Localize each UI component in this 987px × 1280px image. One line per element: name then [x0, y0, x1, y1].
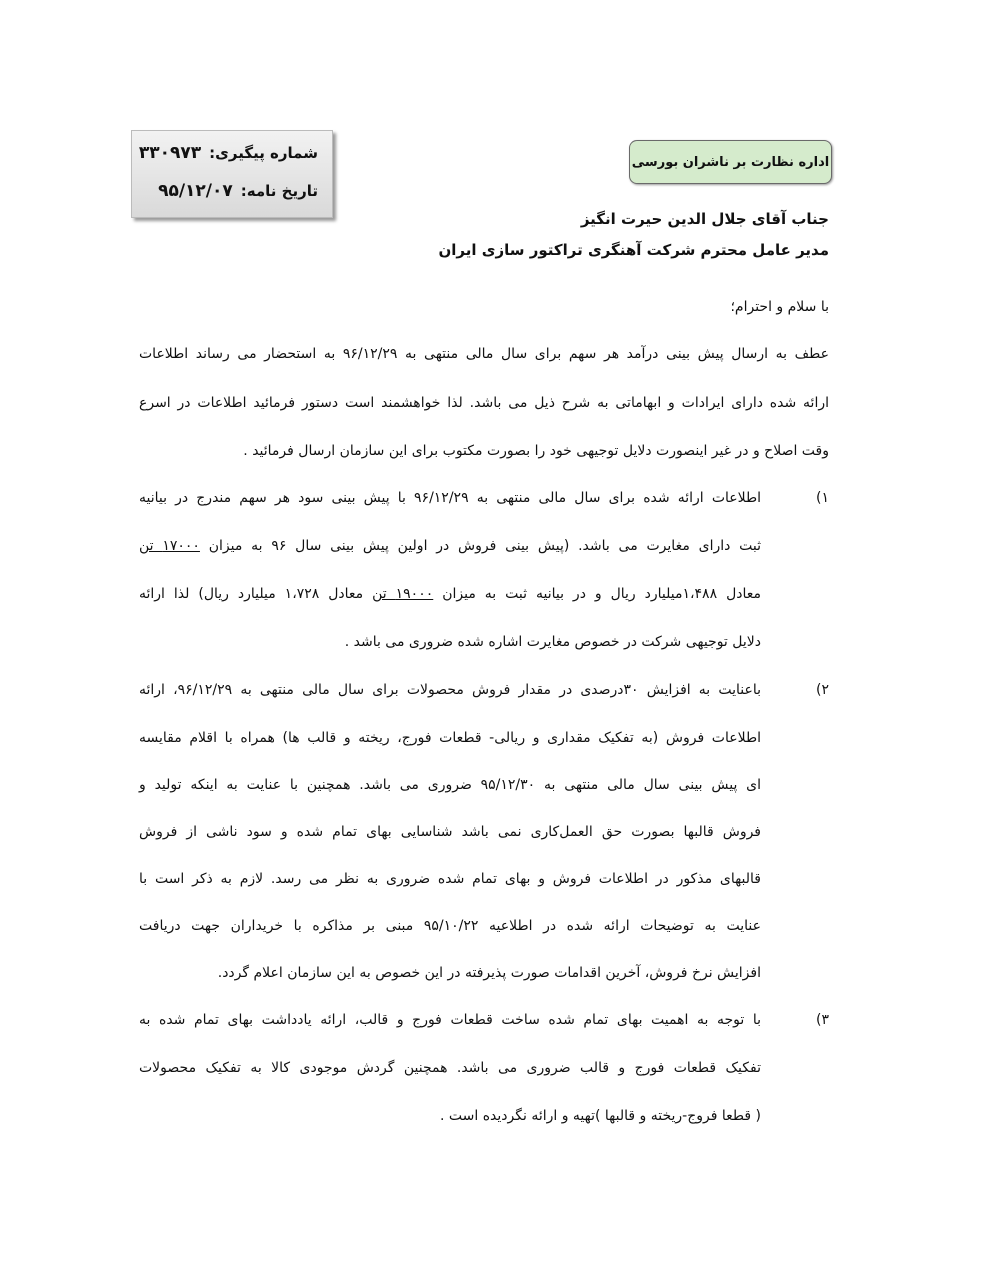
department-label: اداره نظارت بر ناشران بورسی	[629, 140, 832, 184]
intro-line-1: عطف به ارسال پیش بینی درآمد هر سهم برای سال مالی منتهی به ۹۶/۱۲/۲۹ به استحضار می رساند اطلاعات	[139, 346, 829, 362]
item-3-number: ۳)	[816, 1012, 829, 1028]
item-3-line-1: با توجه به اهمیت بهای تمام شده ساخت قطعات فورج و قالب، ارائه یادداشت بهای تمام شده به	[139, 1012, 761, 1028]
addressee-block	[438, 204, 829, 266]
item-2-line-5: قالبهای مذکور در اطلاعات فروش و بهای تمام شده ضروری به نظر می رسد. لازم به ذکر است با	[139, 871, 761, 887]
item-2-line-7: افزایش نرخ فروش، آخرین اقدامات صورت پذیرفته در این خصوص به این سازمان اعلام گردد.	[217, 965, 761, 981]
item-3-line-3: ( قطعا فروج-ریخته و قالبها )تهیه و ارائه نگردیده است .	[439, 1108, 761, 1124]
item-2-line-3: ای پیش بینی سال مالی منتهی به ۹۵/۱۲/۳۰ ضروری می باشد. همچنین با عنایت به اینکه تولید و	[139, 777, 761, 793]
item-1-line-4: دلایل توجیهی شرکت در خصوص مغایرت اشاره شده ضروری می باشد .	[344, 634, 761, 650]
item-1-line-1: اطلاعات ارائه شده برای سال مالی منتهی به ۹۶/۱۲/۲۹ با پیش بینی سود هر سهم مندرج در بیانیه	[139, 490, 762, 506]
item-1-line-3-text-a: معادل ۱،۴۸۸میلیارد ریال و در بیانیه ثبت به میزان	[433, 586, 761, 602]
item-2-line-4: فروش قالبها بصورت حق العمل‌کاری نمی باشد شناسایی بهای تمام شده و سود ناشی از فروش	[139, 824, 761, 840]
item-2-line-2: اطلاعات فروش (به تفکیک مقداری و ریالی- قطعات فورج، ریخته و قالب ها) همراه با اقلام مقایسه	[139, 730, 761, 746]
item-3-line-2: تفکیک قطعات فورج و قالب ضروری می باشد. همچنین گردش موجودی کالا به تفکیک محصولات	[139, 1060, 761, 1076]
addressee-name: جناب آقای جلال الدین حیرت انگیز	[580, 210, 829, 228]
tracking-info-box	[131, 130, 333, 218]
intro-line-2: ارائه شده دارای ایرادات و ابهاماتی به شرح ذیل می باشد. لذا خواهشمند است دستور فرمائید اطلاعات در اسرع	[139, 395, 829, 411]
tracking-number-row	[139, 143, 318, 163]
item-1-line-2-text: ثبت دارای مغایرت می باشد. (پیش بینی فروش در اولین پیش بینی سال ۹۶ به میزان	[199, 538, 761, 554]
item-2-line-1: باعنایت به افزایش ۳۰درصدی در مقدار فروش محصولات برای سال مالی منتهی به ۹۶/۱۲/۲۹، ارائه	[139, 682, 762, 698]
date-value: ۹۵/۱۲/۰۷	[158, 181, 233, 201]
item-1-number: ۱)	[816, 490, 829, 506]
tracking-value: ۳۳۰۹۷۳	[138, 143, 202, 163]
addressee-title: مدیر عامل محترم شرکت آهنگری تراکتور سازی ایران	[438, 241, 829, 259]
date-label: تاریخ نامه:	[240, 182, 318, 200]
item-1-line-2	[139, 538, 761, 554]
intro-line-3: وقت اصلاح و در غیر اینصورت دلایل توجیهی خود را بصورت مکتوب برای این سازمان ارسال فرمائید .	[243, 443, 829, 459]
item-2-line-6: عنایت به توضیحات ارائه شده در اطلاعیه ۹۵/۱۰/۲۲ مبنی بر مذاکره با خریداران جهت دریافت	[139, 918, 761, 934]
letter-date-row	[158, 181, 318, 201]
item-1-line-3	[139, 586, 761, 602]
item-1-underlined-17000: ۱۷۰۰۰ تن	[139, 538, 200, 554]
tracking-label: شماره پیگیری:	[209, 144, 318, 162]
item-2-number: ۲)	[816, 682, 829, 698]
greeting: با سلام و احترام؛	[730, 299, 829, 315]
item-1-line-3-text-b: معادل ۱،۷۲۸ میلیارد ریال) لذا ارائه	[139, 586, 373, 602]
item-1-underlined-19000: ۱۹۰۰۰ تن	[372, 586, 434, 602]
